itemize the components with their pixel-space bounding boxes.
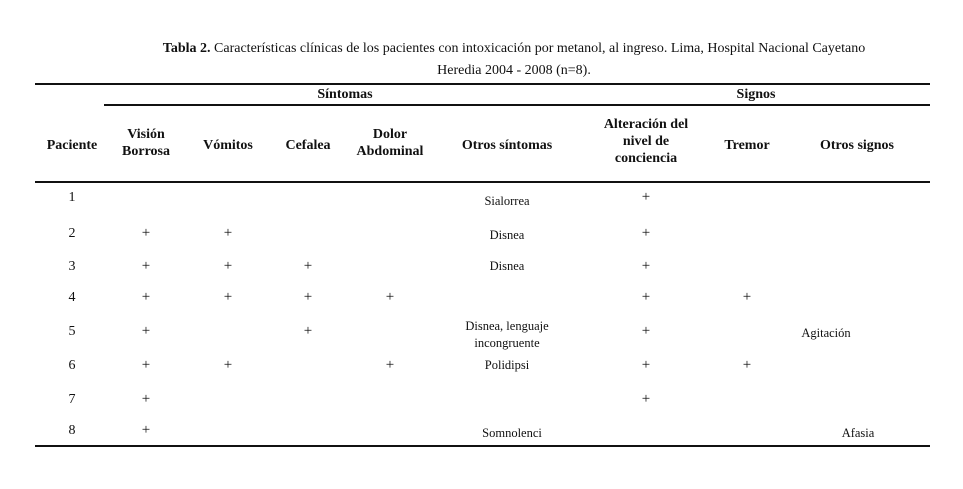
cell-dolor: + — [385, 289, 395, 305]
cell-vomitos: + — [223, 357, 233, 373]
cell-paciente: 3 — [68, 259, 76, 274]
table-caption — [96, 38, 932, 82]
cell-alteracion: + — [641, 189, 651, 205]
cell-alteracion: + — [641, 258, 651, 274]
cell-otros-signos: Afasia — [841, 426, 875, 440]
cell-otros-sintomas: Somnolenci — [482, 426, 542, 440]
cell-tremor: + — [742, 357, 752, 373]
cell-otros-signos: Agitación — [801, 326, 851, 340]
cell-vomitos: + — [223, 225, 233, 241]
group-rule — [104, 104, 930, 106]
col-header-dolor-abdominal: Dolor Abdominal — [356, 127, 424, 159]
cell-vision: + — [141, 323, 151, 339]
col-header-otros-sintomas: Otros síntomas — [461, 138, 553, 153]
col-header-vision-borrosa: Visión Borrosa — [122, 127, 170, 159]
cell-alteracion: + — [641, 289, 651, 305]
cell-otros-sintomas: Sialorrea — [484, 194, 530, 208]
cell-cefalea: + — [303, 258, 313, 274]
cell-vision: + — [141, 289, 151, 305]
col-header-cefalea: Cefalea — [285, 138, 331, 153]
col-header-otros-signos: Otros signos — [819, 138, 895, 153]
cell-paciente: 1 — [68, 190, 76, 205]
cell-vision: + — [141, 391, 151, 407]
cell-paciente: 4 — [68, 290, 76, 305]
cell-paciente: 6 — [68, 358, 76, 373]
cell-paciente: 2 — [68, 226, 76, 241]
cell-vision: + — [141, 357, 151, 373]
top-rule — [35, 83, 930, 85]
cell-paciente: 8 — [68, 423, 76, 438]
cell-otros-sintomas: Disnea, lenguaje incongruente — [465, 319, 549, 350]
col-header-tremor: Tremor — [724, 138, 770, 153]
bottom-rule — [35, 445, 930, 447]
cell-vision: + — [141, 422, 151, 438]
group-header-sintomas: Síntomas — [317, 87, 373, 102]
cell-otros-sintomas: Polidipsi — [484, 358, 530, 372]
cell-cefalea: + — [303, 323, 313, 339]
cell-paciente: 5 — [68, 324, 76, 339]
header-rule — [35, 181, 930, 183]
col-header-alteracion-conciencia: Alteración del nivel de conciencia — [603, 117, 689, 166]
cell-vision: + — [141, 258, 151, 274]
cell-paciente: 7 — [68, 392, 76, 407]
group-header-signos: Signos — [736, 87, 776, 102]
cell-vomitos: + — [223, 258, 233, 274]
cell-otros-sintomas: Disnea — [489, 259, 525, 273]
caption-line1: Características clínicas de los pacientes con intoxicación por metanol, al ingreso. Lima, Hospital Nacional Cayetano — [210, 41, 866, 56]
cell-alteracion: + — [641, 391, 651, 407]
cell-vision: + — [141, 225, 151, 241]
cell-otros-sintomas: Disnea — [489, 228, 525, 242]
cell-alteracion: + — [641, 357, 651, 373]
col-header-paciente: Paciente — [46, 138, 98, 153]
caption-label: Tabla 2. — [162, 41, 211, 56]
cell-tremor: + — [742, 289, 752, 305]
cell-alteracion: + — [641, 225, 651, 241]
col-header-vomitos: Vómitos — [203, 138, 253, 153]
caption-line2: Heredia 2004 - 2008 (n=8). — [437, 63, 591, 78]
cell-alteracion: + — [641, 323, 651, 339]
cell-vomitos: + — [223, 289, 233, 305]
cell-cefalea: + — [303, 289, 313, 305]
cell-dolor: + — [385, 357, 395, 373]
